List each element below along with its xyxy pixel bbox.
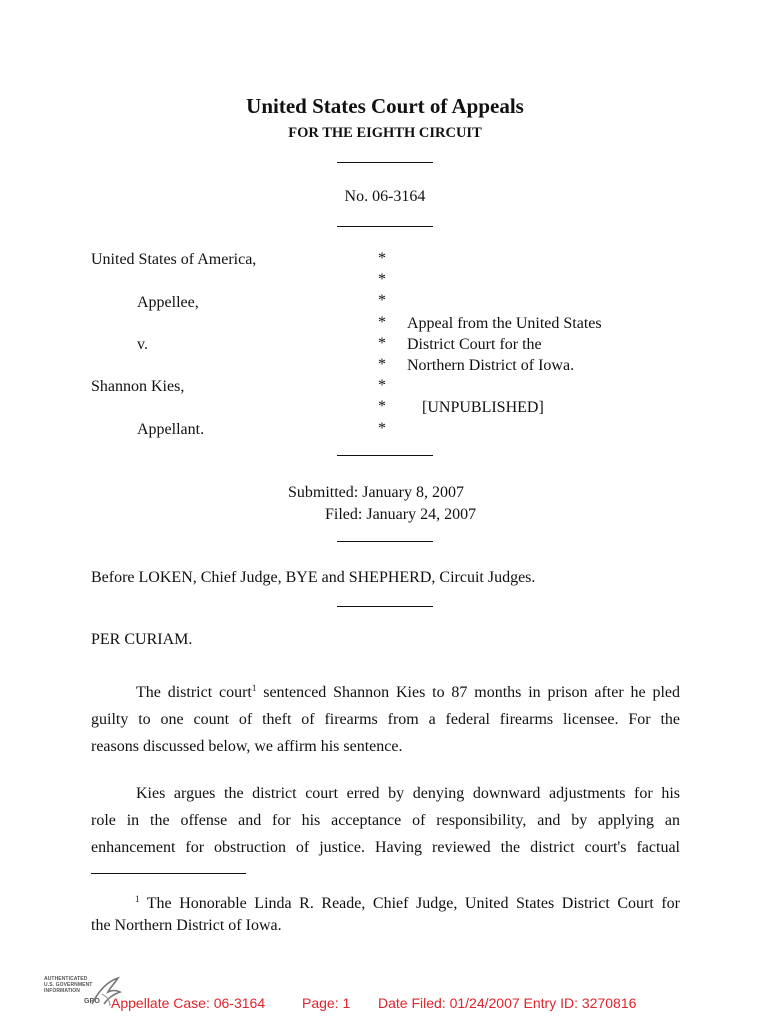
appeal-from-line: Appeal from the United States — [407, 315, 602, 332]
footnote-number: 1 — [135, 894, 140, 904]
footer-date-filed: Date Filed: 01/24/2007 Entry ID: 3270816 — [378, 995, 637, 1011]
paragraph-line: guilty to one count of theft of firearms from a federal firearms licensee. For the — [91, 711, 680, 728]
caption-star: * — [378, 250, 386, 267]
caption-star: * — [378, 377, 386, 394]
circuit-subtitle: FOR THE EIGHTH CIRCUIT — [288, 125, 482, 141]
footnote-rule — [91, 873, 246, 874]
caption-star: * — [378, 335, 386, 352]
divider-rule — [337, 226, 433, 227]
caption-star: * — [378, 314, 386, 331]
divider-rule — [337, 541, 433, 542]
party-appellee-role: Appellee, — [137, 294, 199, 311]
paragraph-line: reasons discussed below, we affirm his sentence. — [91, 738, 403, 755]
paragraph-line: enhancement for obstruction of justice. Having reviewed the district court's factual — [91, 839, 680, 856]
gpo-mark: GPO — [84, 998, 100, 1005]
divider-rule — [337, 606, 433, 607]
party-appellee-name: United States of America, — [91, 251, 257, 268]
gpo-authenticated-logo: AUTHENTICATED U.S. GOVERNMENT INFORMATION GPO — [44, 974, 124, 1012]
footnote-line: $^1$ The Honorable Linda R. Reade, Chief Judge, United States District Court for — [135, 894, 681, 912]
versus-label: v. — [137, 336, 148, 353]
caption-star: * — [378, 271, 386, 288]
party-appellant-name: Shannon Kies, — [91, 378, 185, 395]
footer-page-number: Page: 1 — [302, 995, 351, 1011]
footer-appellate-case: Appellate Case: 06-3164 — [111, 995, 266, 1011]
per-curiam-heading: PER CURIAM. — [91, 631, 193, 648]
opinion-paragraph — [91, 780, 680, 861]
divider-rule — [337, 455, 433, 456]
submitted-date: Submitted: January 8, 2007 — [288, 484, 464, 501]
caption-star: * — [378, 356, 386, 373]
footnote-line: the Northern District of Iowa. — [91, 917, 282, 934]
unpublished-status: [UNPUBLISHED] — [422, 399, 544, 416]
paragraph-line: role in the offense and for his acceptance of responsibility, and by applying an — [91, 812, 680, 829]
paragraph-line: Kies argues the district court erred by denying downward adjustments for his — [136, 785, 680, 802]
caption-star: * — [378, 420, 386, 437]
court-title: United States Court of Appeals — [246, 94, 524, 118]
case-number: No. 06-3164 — [344, 188, 426, 205]
divider-rule — [337, 162, 433, 163]
paragraph-line: The district court$^1$ sentenced Shannon Kies to 87 months in prison after he pled — [136, 683, 680, 701]
opinion-paragraph — [91, 675, 680, 760]
caption-star: * — [378, 398, 386, 415]
appeal-from-line: District Court for the — [407, 336, 542, 353]
caption-star: * — [378, 292, 386, 309]
footnote — [91, 888, 680, 937]
filed-date: Filed: January 24, 2007 — [325, 506, 477, 523]
panel-line: Before LOKEN, Chief Judge, BYE and SHEPHERD, Circuit Judges. — [91, 569, 536, 586]
party-appellant-role: Appellant. — [137, 421, 205, 438]
footnote-marker: 1 — [251, 683, 257, 693]
appeal-from-line: Northern District of Iowa. — [407, 357, 575, 374]
